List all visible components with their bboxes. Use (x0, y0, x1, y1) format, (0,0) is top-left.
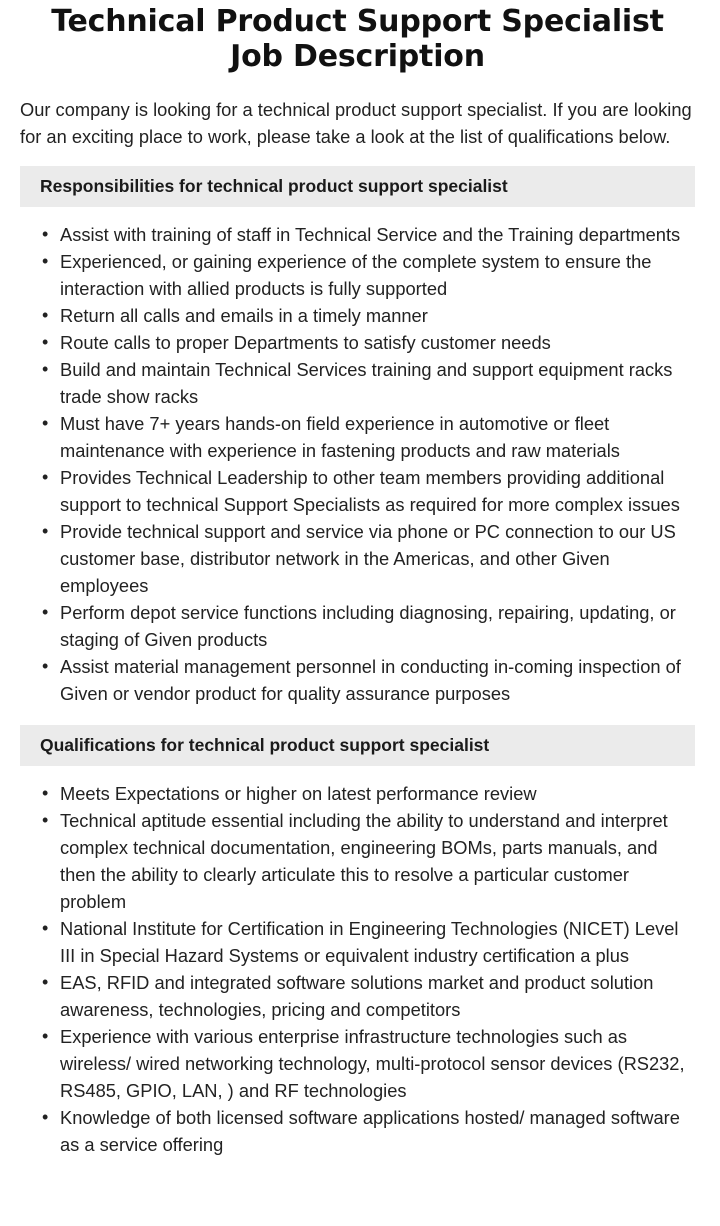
list-item-text: Must have 7+ years hands-on field experience in automotive or fleet maintenance with experience in fastening products and raw materials (60, 413, 620, 461)
bullet-icon: • (42, 1026, 49, 1046)
bullet-icon: • (42, 972, 49, 992)
list-item (42, 1104, 695, 1158)
intro-paragraph: Our company is looking for a technical product support specialist. If you are looking for an exciting place to work, please take a look at the list of qualifications below. (20, 99, 692, 147)
bullet-icon: • (42, 359, 49, 379)
list-item (42, 915, 695, 969)
bullet-icon: • (42, 918, 49, 938)
bullet-icon: • (42, 413, 49, 433)
bullet-icon: • (42, 467, 49, 487)
list-item-text: Build and maintain Technical Services training and support equipment racks trade show racks (60, 359, 673, 407)
bullet-icon: • (42, 810, 49, 830)
bullet-icon: • (42, 305, 49, 325)
list-item-text: Experience with various enterprise infrastructure technologies such as wireless/ wired networking technology, multi-protocol sensor devices (RS232, RS485, GPIO, LAN, ) and RF technologies (60, 1026, 685, 1101)
list-item-text: Provides Technical Leadership to other team members providing additional support to technical Support Specialists as required for more complex issues (60, 467, 680, 515)
list-item (42, 356, 695, 410)
list-item-text: Perform depot service functions including diagnosing, repairing, updating, or staging of Given products (60, 602, 676, 650)
list-item-text: National Institute for Certification in Engineering Technologies (NICET) Level III in Special Hazard Systems or equivalent industry certification a plus (60, 918, 679, 966)
list-item (42, 464, 695, 518)
qualifications-heading: Qualifications for technical product support specialist (20, 725, 695, 766)
bullet-icon: • (42, 1107, 49, 1127)
responsibilities-list (20, 221, 695, 707)
bullet-icon: • (42, 656, 49, 676)
list-item (42, 653, 695, 707)
list-item (42, 1023, 695, 1104)
list-item (42, 599, 695, 653)
list-item-text: Assist with training of staff in Technical Service and the Training departments (60, 224, 681, 245)
list-item (42, 221, 695, 248)
list-item-text: Meets Expectations or higher on latest performance review (60, 783, 537, 804)
bullet-icon: • (42, 224, 49, 244)
list-item (42, 969, 695, 1023)
list-item-text: Provide technical support and service via phone or PC connection to our US customer base, distributor network in the Americas, and other Given employees (60, 521, 676, 596)
responsibilities-heading: Responsibilities for technical product support specialist (20, 166, 695, 207)
list-item (42, 807, 695, 915)
bullet-icon: • (42, 251, 49, 271)
list-item (42, 410, 695, 464)
page-title: Technical Product Support Specialist Job Description (51, 4, 664, 74)
list-item (42, 302, 695, 329)
bullet-icon: • (42, 602, 49, 622)
bullet-icon: • (42, 332, 49, 352)
bullet-icon: • (42, 783, 49, 803)
list-item (42, 248, 695, 302)
list-item-text: Return all calls and emails in a timely manner (60, 305, 428, 326)
list-item-text: Experienced, or gaining experience of the complete system to ensure the interaction with allied products is fully supported (60, 251, 652, 299)
list-item-text: Route calls to proper Departments to satisfy customer needs (60, 332, 551, 353)
list-item (42, 329, 695, 356)
list-item-text: EAS, RFID and integrated software solutions market and product solution awareness, technologies, pricing and competitors (60, 972, 654, 1020)
list-item (42, 780, 695, 807)
list-item-text: Assist material management personnel in conducting in-coming inspection of Given or vendor product for quality assurance purposes (60, 656, 681, 704)
bullet-icon: • (42, 521, 49, 541)
list-item-text: Technical aptitude essential including the ability to understand and interpret complex technical documentation, engineering BOMs, parts manuals, and then the ability to clearly articulate this to resolve a particular customer problem (60, 810, 668, 912)
qualifications-list (20, 780, 695, 1158)
list-item-text: Knowledge of both licensed software applications hosted/ managed software as a service offering (60, 1107, 680, 1155)
list-item (42, 518, 695, 599)
